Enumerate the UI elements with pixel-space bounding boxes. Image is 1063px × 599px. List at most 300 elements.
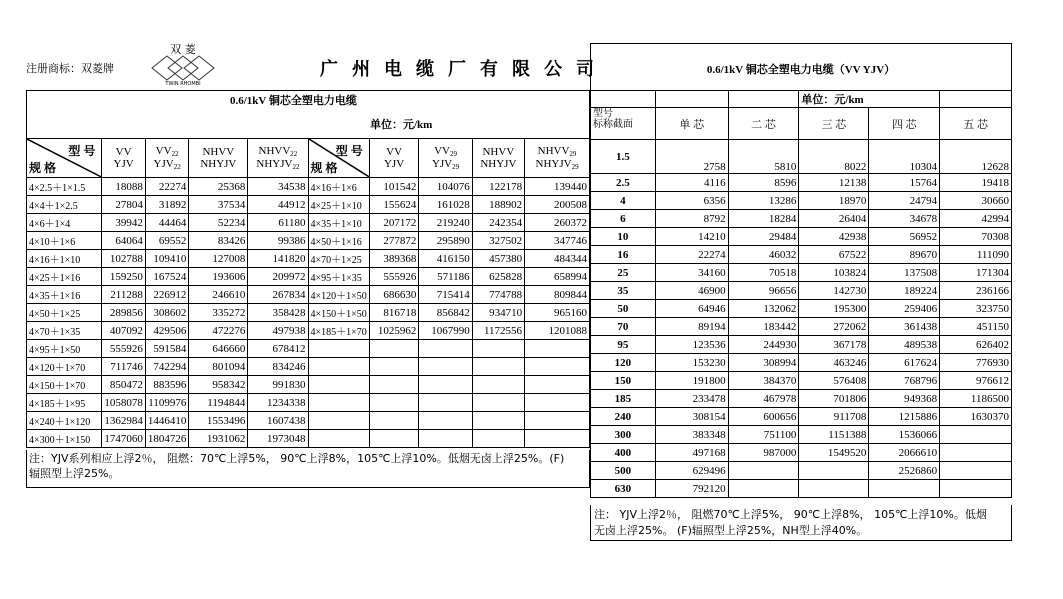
type-spec-header <box>27 139 102 178</box>
table-row <box>27 430 590 448</box>
table-row <box>591 372 1012 390</box>
price-cell: 555926 <box>102 340 146 358</box>
spec-cell: 4×70＋1×35 <box>27 322 102 340</box>
left-note <box>26 450 590 488</box>
price-cell: 1362984 <box>102 412 146 430</box>
column-header <box>189 139 248 178</box>
right-note <box>590 505 1012 541</box>
price-cell: 701806 <box>799 390 869 408</box>
price-cell: 46032 <box>728 246 799 264</box>
type-label: 型 号 <box>68 144 96 158</box>
subscript: 22 <box>173 163 181 171</box>
table-row <box>27 214 590 232</box>
price-cell: 1973048 <box>248 430 308 448</box>
price-cell: 12628 <box>940 140 1012 174</box>
spec-cell: 4×16＋1×10 <box>27 250 102 268</box>
price-cell: 102788 <box>102 250 146 268</box>
table-row <box>591 264 1012 282</box>
price-cell: 42994 <box>940 210 1012 228</box>
cross-section-cell: 1.5 <box>591 140 656 174</box>
blank-cell <box>655 91 728 108</box>
spec-cell: 4×120＋1×70 <box>27 358 102 376</box>
price-cell: 1186500 <box>940 390 1012 408</box>
price-cell: 742294 <box>145 358 189 376</box>
cross-section-cell: 240 <box>591 408 656 426</box>
price-cell: 70518 <box>728 264 799 282</box>
price-cell: 2066610 <box>869 444 940 462</box>
column-header-line2: $YJV_{29}$ <box>431 158 460 171</box>
price-cell <box>419 376 472 394</box>
left-note-line2: 辐照型上浮25%。 <box>29 467 120 480</box>
price-cell: 834246 <box>248 358 308 376</box>
price-cell: 31892 <box>145 196 189 214</box>
price-cell: 451150 <box>940 318 1012 336</box>
price-cell: 308602 <box>145 304 189 322</box>
price-cell: 61180 <box>248 214 308 232</box>
price-cell: 42938 <box>799 228 869 246</box>
spec-cell: 4×150＋1×70 <box>27 376 102 394</box>
price-cell: 27804 <box>102 196 146 214</box>
price-cell <box>472 376 524 394</box>
price-cell: 1549520 <box>799 444 869 462</box>
price-cell: 15764 <box>869 174 940 192</box>
table-row <box>27 358 590 376</box>
cross-section-cell: 630 <box>591 480 656 498</box>
subscript: 22 <box>292 163 300 171</box>
table-row <box>591 462 1012 480</box>
table-row <box>591 318 1012 336</box>
price-cell: 188902 <box>472 196 524 214</box>
blank-cell <box>940 91 1012 108</box>
spec-cell: 4×25＋1×16 <box>27 268 102 286</box>
price-cell <box>472 412 524 430</box>
price-cell: 22274 <box>145 178 189 196</box>
spec-label: 规 格 <box>310 161 338 175</box>
cross-section-cell: 150 <box>591 372 656 390</box>
table-row <box>27 268 590 286</box>
price-cell <box>369 412 419 430</box>
price-cell: 576408 <box>799 372 869 390</box>
right-note-line2: 无卤上浮25%。 (F)辐照型上浮25%，NH型上浮40%。 <box>594 524 868 537</box>
price-cell: 1747060 <box>102 430 146 448</box>
core-column-header: 四 芯 <box>869 108 940 140</box>
cross-section-cell: 25 <box>591 264 656 282</box>
price-cell: 155624 <box>369 196 419 214</box>
unit-cell: 单位：元/km <box>799 91 869 108</box>
price-cell: 18284 <box>728 210 799 228</box>
price-cell: 244930 <box>728 336 799 354</box>
price-cell: 358428 <box>248 304 308 322</box>
price-cell: 104076 <box>419 178 472 196</box>
table-row <box>27 178 590 196</box>
price-cell: 976612 <box>940 372 1012 390</box>
price-cell <box>728 462 799 480</box>
price-cell: 911708 <box>799 408 869 426</box>
price-cell: 127008 <box>189 250 248 268</box>
table-row <box>27 376 590 394</box>
table-row <box>591 282 1012 300</box>
price-cell: 457380 <box>472 250 524 268</box>
price-cell: 70308 <box>940 228 1012 246</box>
price-cell: 211288 <box>102 286 146 304</box>
price-cell <box>799 480 869 498</box>
right-price-table <box>590 90 1012 498</box>
price-cell: 44912 <box>248 196 308 214</box>
price-cell: 69552 <box>145 232 189 250</box>
table-row <box>27 340 590 358</box>
price-cell: 555926 <box>369 268 419 286</box>
table-row <box>27 412 590 430</box>
table-row <box>591 174 1012 192</box>
corner-header <box>591 108 656 140</box>
price-cell: 591584 <box>145 340 189 358</box>
cross-section-cell: 70 <box>591 318 656 336</box>
price-cell: 629496 <box>655 462 728 480</box>
price-cell: 497938 <box>248 322 308 340</box>
price-cell: 34538 <box>248 178 308 196</box>
right-table-title: 0.6/1kV 铜芯全塑电力电缆（VV YJV） <box>706 64 896 76</box>
price-cell <box>940 426 1012 444</box>
price-cell <box>869 480 940 498</box>
price-cell: 1109976 <box>145 394 189 412</box>
table-row <box>591 426 1012 444</box>
price-cell: 137508 <box>869 264 940 282</box>
price-cell <box>369 340 419 358</box>
table-row <box>591 140 1012 174</box>
column-header-line2: $YJV_{22}$ <box>153 158 181 171</box>
price-cell: 171304 <box>940 264 1012 282</box>
column-header <box>369 139 419 178</box>
price-cell: 153230 <box>655 354 728 372</box>
price-cell: 816718 <box>369 304 419 322</box>
price-cell <box>525 430 590 448</box>
table-row <box>591 480 1012 498</box>
spec-cell: 4×2.5＋1×1.5 <box>27 178 102 196</box>
price-cell <box>525 358 590 376</box>
spec-cell: 4×185＋1×95 <box>27 394 102 412</box>
price-cell: 776930 <box>940 354 1012 372</box>
column-header-line1: NHVV <box>202 146 235 158</box>
price-cell: 4116 <box>655 174 728 192</box>
price-cell: 242354 <box>472 214 524 232</box>
price-cell: 883596 <box>145 376 189 394</box>
price-cell: 1804726 <box>145 430 189 448</box>
price-cell <box>728 480 799 498</box>
column-header-line1: $NHVV_{22}$ <box>258 145 298 158</box>
cross-section-cell: 50 <box>591 300 656 318</box>
price-cell: 295890 <box>419 232 472 250</box>
price-cell: 52234 <box>189 214 248 232</box>
spec-cell: 4×25＋1×10 <box>308 196 369 214</box>
cross-section-cell: 300 <box>591 426 656 444</box>
price-cell: 29484 <box>728 228 799 246</box>
price-cell: 209972 <box>248 268 308 286</box>
price-cell <box>369 394 419 412</box>
price-cell: 625828 <box>472 268 524 286</box>
price-cell: 626402 <box>940 336 1012 354</box>
price-cell <box>369 358 419 376</box>
price-cell: 1234338 <box>248 394 308 412</box>
price-cell: 361438 <box>869 318 940 336</box>
price-cell <box>369 376 419 394</box>
price-cell <box>472 430 524 448</box>
price-cell <box>940 480 1012 498</box>
price-cell: 195300 <box>799 300 869 318</box>
price-cell: 658994 <box>525 268 590 286</box>
cross-section-cell: 185 <box>591 390 656 408</box>
subscript: 22 <box>171 150 179 158</box>
table-row <box>591 444 1012 462</box>
price-cell: 1553496 <box>189 412 248 430</box>
table-row <box>27 322 590 340</box>
price-cell <box>940 444 1012 462</box>
column-header-line2: NHYJV <box>480 158 517 170</box>
price-cell: 5810 <box>728 140 799 174</box>
price-cell <box>525 376 590 394</box>
price-cell: 678412 <box>248 340 308 358</box>
price-cell: 1058078 <box>102 394 146 412</box>
price-cell: 335272 <box>189 304 248 322</box>
company-name: 广州电缆厂有限公司 <box>320 59 608 80</box>
subscript: 29 <box>569 150 577 158</box>
price-cell <box>472 340 524 358</box>
left-price-table <box>26 138 590 448</box>
price-cell: 44464 <box>145 214 189 232</box>
left-note-line1: 注：YJV系列相应上浮2％， 阻燃：70℃上浮5%， 90℃上浮8%，105℃上浮10%。低烟无卤上浮25%。(F) <box>29 452 565 465</box>
price-cell: 407092 <box>102 322 146 340</box>
price-cell <box>799 462 869 480</box>
price-cell: 34678 <box>869 210 940 228</box>
price-cell: 774788 <box>472 286 524 304</box>
price-cell <box>472 358 524 376</box>
price-cell: 497168 <box>655 444 728 462</box>
table-row <box>27 304 590 322</box>
price-cell: 308994 <box>728 354 799 372</box>
price-cell: 2526860 <box>869 462 940 480</box>
price-cell: 850472 <box>102 376 146 394</box>
price-cell <box>472 394 524 412</box>
cross-section-cell: 2.5 <box>591 174 656 192</box>
price-cell: 89194 <box>655 318 728 336</box>
price-cell: 958342 <box>189 376 248 394</box>
spec-cell: 4×120＋1×50 <box>308 286 369 304</box>
spec-cell <box>308 358 369 376</box>
price-cell: 467978 <box>728 390 799 408</box>
cross-section-cell: 6 <box>591 210 656 228</box>
table-row <box>591 408 1012 426</box>
price-cell: 949368 <box>869 390 940 408</box>
type-spec-header <box>308 139 369 178</box>
column-header-line1: $NHVV_{29}$ <box>537 145 577 158</box>
price-cell: 141820 <box>248 250 308 268</box>
column-header-line2: $NHYJV_{29}$ <box>535 158 579 171</box>
cross-section-cell: 16 <box>591 246 656 264</box>
price-cell: 1025962 <box>369 322 419 340</box>
price-cell: 801094 <box>189 358 248 376</box>
left-table-title: 0.6/1kV 铜芯全塑电力电缆 <box>230 95 357 107</box>
price-cell: 472276 <box>189 322 248 340</box>
price-cell: 200508 <box>525 196 590 214</box>
price-cell: 416150 <box>419 250 472 268</box>
column-header-line2: YJV <box>113 158 134 170</box>
price-cell: 39942 <box>102 214 146 232</box>
right-note-line1: 注： YJV上浮2％， 阻燃70℃上浮5%， 90℃上浮8%， 105℃上浮10%。低烟 <box>594 508 987 521</box>
price-cell <box>419 340 472 358</box>
price-cell: 233478 <box>655 390 728 408</box>
spec-cell: 4×35＋1×16 <box>27 286 102 304</box>
column-header-line2: YJV <box>383 158 405 170</box>
price-cell: 1607438 <box>248 412 308 430</box>
spec-cell: 4×50＋1×25 <box>27 304 102 322</box>
price-cell <box>419 358 472 376</box>
price-cell: 327502 <box>472 232 524 250</box>
trademark-label: 注册商标：双菱牌 <box>26 62 114 75</box>
spec-cell: 4×95＋1×35 <box>308 268 369 286</box>
price-cell <box>525 340 590 358</box>
price-cell: 383348 <box>655 426 728 444</box>
type-label: 型 号 <box>335 144 363 158</box>
corner-bottom: 标称截面 <box>593 119 633 130</box>
price-cell: 99386 <box>248 232 308 250</box>
price-cell: 6356 <box>655 192 728 210</box>
price-cell: 2758 <box>655 140 728 174</box>
price-cell: 122178 <box>472 178 524 196</box>
price-cell <box>419 394 472 412</box>
table-row <box>27 286 590 304</box>
cross-section-cell: 500 <box>591 462 656 480</box>
price-cell: 267834 <box>248 286 308 304</box>
table-row <box>591 390 1012 408</box>
core-column-header: 二 芯 <box>728 108 799 140</box>
price-cell: 101542 <box>369 178 419 196</box>
price-cell: 991830 <box>248 376 308 394</box>
price-cell: 8596 <box>728 174 799 192</box>
column-header <box>525 139 590 178</box>
price-cell: 191800 <box>655 372 728 390</box>
spec-cell: 4×50＋1×16 <box>308 232 369 250</box>
core-column-header: 五 芯 <box>940 108 1012 140</box>
price-cell: 384370 <box>728 372 799 390</box>
core-column-header: 单 芯 <box>655 108 728 140</box>
table-row <box>591 192 1012 210</box>
price-cell: 109410 <box>145 250 189 268</box>
price-cell: 987000 <box>728 444 799 462</box>
price-cell: 132062 <box>728 300 799 318</box>
table-row <box>591 354 1012 372</box>
cross-section-cell: 4 <box>591 192 656 210</box>
spec-cell <box>308 340 369 358</box>
column-header-line1: VV <box>386 146 403 158</box>
price-cell: 617624 <box>869 354 940 372</box>
price-cell: 37534 <box>189 196 248 214</box>
cross-section-cell: 120 <box>591 354 656 372</box>
price-cell: 711746 <box>102 358 146 376</box>
price-cell: 1536066 <box>869 426 940 444</box>
cross-section-cell: 10 <box>591 228 656 246</box>
price-cell: 686630 <box>369 286 419 304</box>
price-cell: 83426 <box>189 232 248 250</box>
price-cell: 600656 <box>728 408 799 426</box>
price-cell: 347746 <box>525 232 590 250</box>
price-cell: 8022 <box>799 140 869 174</box>
price-cell: 389368 <box>369 250 419 268</box>
price-cell: 183442 <box>728 318 799 336</box>
subscript: 29 <box>452 163 460 171</box>
core-column-header: 三 芯 <box>799 108 869 140</box>
price-cell: 96656 <box>728 282 799 300</box>
price-cell: 25368 <box>189 178 248 196</box>
column-header <box>145 139 189 178</box>
price-cell: 123536 <box>655 336 728 354</box>
price-cell: 46900 <box>655 282 728 300</box>
price-cell: 1446410 <box>145 412 189 430</box>
spec-cell: 4×10＋1×6 <box>27 232 102 250</box>
price-cell: 207172 <box>369 214 419 232</box>
blank-cell <box>869 91 940 108</box>
table-row <box>591 228 1012 246</box>
price-cell: 809844 <box>525 286 590 304</box>
cross-section-cell: 400 <box>591 444 656 462</box>
price-cell: 323750 <box>940 300 1012 318</box>
spec-label: 规 格 <box>29 161 57 175</box>
left-table-unit: 单位：元/km <box>370 119 433 131</box>
price-cell: 219240 <box>419 214 472 232</box>
price-cell: 429506 <box>145 322 189 340</box>
price-cell: 571186 <box>419 268 472 286</box>
price-cell: 14210 <box>655 228 728 246</box>
blank-cell <box>591 91 656 108</box>
cross-section-cell: 35 <box>591 282 656 300</box>
price-cell: 965160 <box>525 304 590 322</box>
price-cell: 111090 <box>940 246 1012 264</box>
spec-cell: 4×240＋1×120 <box>27 412 102 430</box>
price-cell: 1931062 <box>189 430 248 448</box>
blank-cell <box>728 91 799 108</box>
column-header <box>472 139 524 178</box>
price-cell: 246610 <box>189 286 248 304</box>
column-header-line1: VV <box>115 146 132 158</box>
price-cell: 64946 <box>655 300 728 318</box>
spec-cell <box>308 412 369 430</box>
spec-cell: 4×6＋1×4 <box>27 214 102 232</box>
price-cell <box>419 430 472 448</box>
company-logo <box>140 42 226 86</box>
price-cell: 1630370 <box>940 408 1012 426</box>
spec-cell <box>308 394 369 412</box>
price-cell: 18088 <box>102 178 146 196</box>
price-cell <box>525 412 590 430</box>
price-cell: 159250 <box>102 268 146 286</box>
column-header-line1: $VV_{29}$ <box>434 145 457 158</box>
price-cell: 489538 <box>869 336 940 354</box>
price-cell: 189224 <box>869 282 940 300</box>
price-cell: 142730 <box>799 282 869 300</box>
table-row <box>591 246 1012 264</box>
price-cell <box>940 462 1012 480</box>
price-cell: 236166 <box>940 282 1012 300</box>
price-cell: 367178 <box>799 336 869 354</box>
price-cell: 259406 <box>869 300 940 318</box>
price-cell: 1067990 <box>419 322 472 340</box>
spec-cell: 4×35＋1×10 <box>308 214 369 232</box>
table-row <box>27 250 590 268</box>
price-cell: 1194844 <box>189 394 248 412</box>
price-cell: 139440 <box>525 178 590 196</box>
price-cell: 56952 <box>869 228 940 246</box>
column-header-line1: NHVV <box>482 146 515 158</box>
table-row <box>27 196 590 214</box>
spec-cell: 4×70＋1×25 <box>308 250 369 268</box>
